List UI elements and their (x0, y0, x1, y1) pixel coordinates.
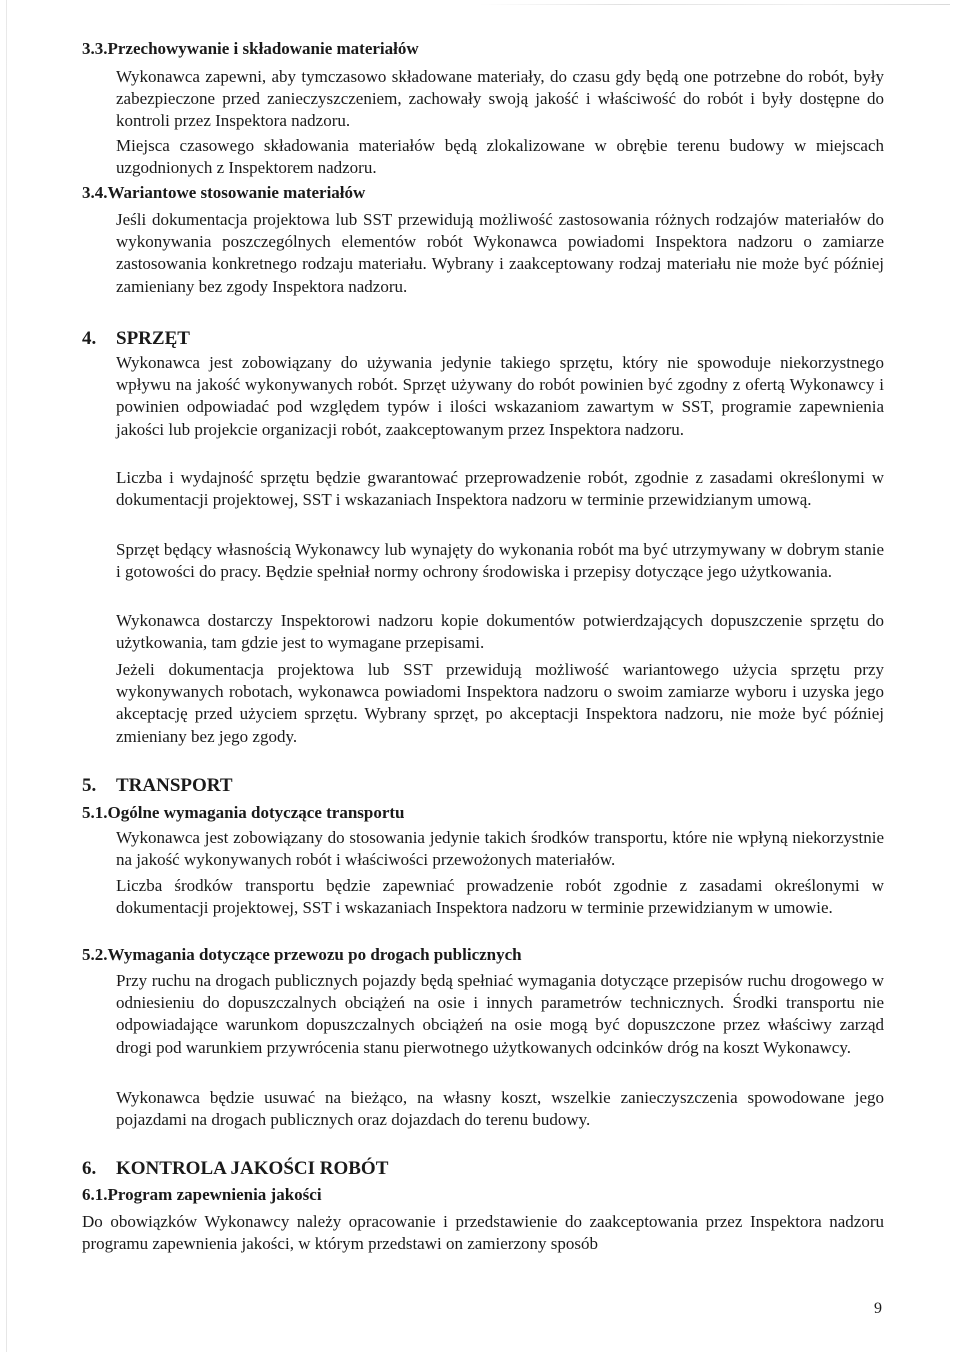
paragraph: Wykonawca jest zobowiązany do używania jedynie takiego sprzętu, który nie spowoduje niekorzystnego wpływu na jakość wykonywanych robót. Sprzęt używany do robót powinien być zgodny z ofertą Wykonawcy i powinien odpowiadać pod względem typów i ilości wskazaniom zawartym w SST, programie zapewnienia jakości lub projekcie organizacji robót, zaakceptowanym przez Inspektora nadzoru. (116, 353, 884, 439)
section-heading-6-1: 6.1.Program zapewnienia jakości (82, 1185, 322, 1204)
paragraph: Wykonawca jest zobowiązany do stosowania jedynie takich środków transportu, które nie wpłyną niekorzystnie na jakość wykonywanych robót i właściwości przewożonych materiałów. (116, 828, 884, 870)
paragraph: Wykonawca zapewni, aby tymczasowo składowane materiały, do czasu gdy będą one potrzebne do robót, były zabezpieczone przed zanieczyszczeniem, zachowały swoją jakość i właściwość do robót i były dostępne do kontroli przez Inspektora nadzoru. (116, 67, 884, 131)
page-number: 9 (874, 1300, 882, 1317)
section-heading-3-3: 3.3.Przechowywanie i składowanie materiałów (82, 39, 419, 58)
paragraph: Sprzęt będący własnością Wykonawcy lub wynajęty do wykonania robót ma być utrzymywany w dobrym stanie i gotowości do pracy. Będzie spełniał normy ochrony środowiska i przepisy dotyczące jego użytkowania. (116, 540, 884, 582)
chapter-title: KONTROLA JAKOŚCI ROBÓT (116, 1158, 389, 1179)
paragraph: Wykonawca dostarczy Inspektorowi nadzoru kopie dokumentów potwierdzających dopuszczenie sprzętu do użytkowania, tam gdzie jest to wymagane przepisami. (116, 611, 884, 653)
paragraph: Jeśli dokumentacja projektowa lub SST przewidują możliwość zastosowania różnych rodzajów materiałów do wykonywania poszczególnych elementów robót Wykonawca powiadomi Inspektora nadzoru o zamiarze zastosowania konkretnego rodzaju materiału. Wybrany i zaakceptowany rodzaj materiału nie może być później zamieniany bez zgody Inspektora nadzoru. (116, 210, 884, 296)
paragraph: Liczba środków transportu będzie zapewniać prowadzenie robót zgodnie z zasadami określonymi w dokumentacji projektowej, SST i wskazaniach Inspektora nadzoru w terminie przewidzianym w umowie. (116, 876, 884, 918)
scan-edge-line (6, 0, 7, 1352)
section-heading-3-4: 3.4.Wariantowe stosowanie materiałów (82, 183, 366, 202)
section-heading-5-1: 5.1.Ogólne wymagania dotyczące transportu (82, 803, 405, 822)
paragraph: Przy ruchu na drogach publicznych pojazdy będą spełniać wymagania dotyczące przepisów ruchu drogowego w odniesieniu do dopuszczalnych obciążeń na osie i innych parametrów technicznych. Środki transportu nie odpowiadające warunkom dopuszczalnych obciążeń na osie mogą być dopuszczone przez właściwy zarząd drogi pod warunkiem przywrócenia stanu pierwotnego użytkowanych odcinków dróg na koszt Wykonawcy. (116, 971, 884, 1057)
section-heading-5-2: 5.2.Wymagania dotyczące przewozu po drogach publicznych (82, 945, 522, 964)
scan-top-line (480, 4, 950, 5)
chapter-number: 4. (82, 328, 97, 349)
chapter-title: TRANSPORT (116, 775, 233, 796)
paragraph: Miejsca czasowego składowania materiałów będą zlokalizowane w obrębie terenu budowy w miejscach uzgodnionych z Inspektorem nadzoru. (116, 136, 884, 178)
chapter-heading-5 (82, 774, 233, 798)
paragraph: Wykonawca będzie usuwać na bieżąco, na własny koszt, wszelkie zanieczyszczenia spowodowane jego pojazdami na drogach publicznych oraz dojazdach do terenu budowy. (116, 1088, 884, 1130)
chapter-number: 6. (82, 1158, 97, 1179)
paragraph: Do obowiązków Wykonawcy należy opracowanie i przedstawienie do zaakceptowania przez Inspektora nadzoru programu zapewnienia jakości, w którym przedstawi on zamierzony sposób (82, 1212, 884, 1254)
paragraph: Jeżeli dokumentacja projektowa lub SST przewidują możliwość wariantowego użycia sprzętu przy wykonywanych robotach, wykonawca powiadomi Inspektora nadzoru o swoim zamiarze wyboru i uzyska jego akceptację przed użyciem sprzętu. Wybrany sprzęt, po akceptacji Inspektora nadzoru, nie może być później zmieniany bez jego zgody. (116, 660, 884, 746)
chapter-number: 5. (82, 775, 97, 796)
paragraph: Liczba i wydajność sprzętu będzie gwarantować przeprowadzenie robót, zgodnie z zasadami określonymi w dokumentacji projektowej, SST i wskazaniach Inspektora nadzoru w terminie przewidzianym umową. (116, 468, 884, 510)
chapter-heading-4 (82, 327, 190, 351)
chapter-heading-6 (82, 1157, 388, 1181)
chapter-title: SPRZĘT (116, 328, 190, 349)
